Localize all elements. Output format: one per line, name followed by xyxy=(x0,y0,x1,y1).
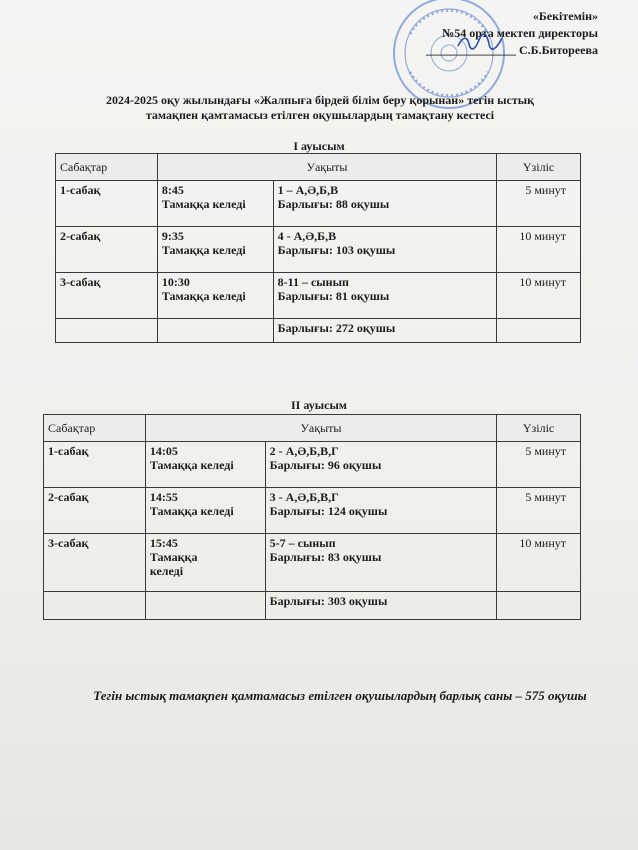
classes-cell xyxy=(265,534,496,592)
break-cell: 5 минут xyxy=(497,181,581,227)
time-cell xyxy=(157,273,273,319)
lesson-cell: 1-сабақ xyxy=(56,181,158,227)
approval-heading: «Бекітемін» xyxy=(532,9,598,23)
time-note: Тамаққа келеді xyxy=(161,243,246,257)
classes-cell xyxy=(273,273,496,319)
shift-2-table xyxy=(43,414,581,620)
total-cell: Барлығы: 303 оқушы xyxy=(265,592,496,620)
time-cell xyxy=(157,181,273,227)
signature-blank: _______________ xyxy=(426,43,516,57)
count-value: Барлығы: 124 оқушы xyxy=(269,504,388,518)
count-value: Барлығы: 88 оқушы xyxy=(277,197,390,211)
classes-value: 3 - А,Ә,Б,В,Г xyxy=(269,490,339,504)
time-value: 10:30 xyxy=(161,275,190,289)
lesson-cell: 2-сабақ xyxy=(44,488,146,534)
time-value: 8:45 xyxy=(161,183,184,197)
table-row xyxy=(56,227,581,273)
signature-icon xyxy=(455,32,505,52)
document-title xyxy=(60,93,580,123)
table-row xyxy=(44,488,581,534)
count-value: Барлығы: 83 оқушы xyxy=(269,550,382,564)
lesson-cell: 3-сабақ xyxy=(56,273,158,319)
title-line-2: тамақпен қамтамасыз етілген оқушылардың тамақтану кестесі xyxy=(145,108,495,122)
time-value: 14:05 xyxy=(149,444,178,458)
time-note: Тамаққа келеді xyxy=(149,504,234,518)
table-row xyxy=(56,273,581,319)
time-note: Тамаққа келеді xyxy=(161,289,246,303)
header-break: Үзіліс xyxy=(497,415,581,442)
classes-cell xyxy=(273,181,496,227)
table-total-row xyxy=(56,319,581,343)
break-cell: 10 минут xyxy=(497,227,581,273)
lesson-cell: 3-сабақ xyxy=(44,534,146,592)
empty-cell xyxy=(145,592,265,620)
time-note: Тамаққа келеді xyxy=(149,458,234,472)
total-cell: Барлығы: 272 оқушы xyxy=(273,319,496,343)
break-cell: 10 минут xyxy=(497,273,581,319)
overall-total: Тегін ыстық тамақпен қамтамасыз етілген оқушылардың барлық саны – 575 оқушы xyxy=(93,688,587,703)
lesson-cell: 2-сабақ xyxy=(56,227,158,273)
time-value: 9:35 xyxy=(161,229,184,243)
count-value: Барлығы: 96 оқушы xyxy=(269,458,382,472)
break-cell: 10 минут xyxy=(497,534,581,592)
empty-cell xyxy=(44,592,146,620)
classes-cell xyxy=(273,227,496,273)
empty-cell xyxy=(56,319,158,343)
table-header-row xyxy=(44,415,581,442)
empty-cell xyxy=(497,592,581,620)
shift-2-title: II ауысым xyxy=(291,398,347,412)
table-row xyxy=(44,534,581,592)
time-note: Тамаққа келеді xyxy=(161,197,246,211)
table-total-row xyxy=(44,592,581,620)
director-name: С.Б.Битореева xyxy=(519,43,598,57)
time-cell xyxy=(145,488,265,534)
table-row xyxy=(56,181,581,227)
table-header-row xyxy=(56,154,581,181)
time-cell xyxy=(145,534,265,592)
classes-cell xyxy=(265,442,496,488)
header-lesson: Сабақтар xyxy=(44,415,146,442)
header-lesson: Сабақтар xyxy=(56,154,158,181)
count-value: Барлығы: 81 оқушы xyxy=(277,289,390,303)
shift-1-table xyxy=(55,153,581,343)
classes-value: 4 - А,Ә,Б,В xyxy=(277,229,337,243)
lesson-cell: 1-сабақ xyxy=(44,442,146,488)
classes-value: 2 - А,Ә,Б,В,Г xyxy=(269,444,339,458)
classes-cell xyxy=(265,488,496,534)
classes-value: 1 – А,Ә,Б,В xyxy=(277,183,339,197)
empty-cell xyxy=(157,319,273,343)
time-cell xyxy=(157,227,273,273)
header-time: Уақыты xyxy=(145,415,496,442)
classes-value: 8-11 – сынып xyxy=(277,275,349,289)
break-cell: 5 минут xyxy=(497,488,581,534)
table-row xyxy=(44,442,581,488)
shift-1-title: I ауысым xyxy=(293,139,345,153)
title-line-1: 2024-2025 оқу жылындағы «Жалпыға бірдей білім беру қорынан» тегін ыстық xyxy=(105,93,534,107)
header-break: Үзіліс xyxy=(497,154,581,181)
break-cell: 5 минут xyxy=(497,442,581,488)
empty-cell xyxy=(497,319,581,343)
approval-position: №54 орта мектеп директоры xyxy=(442,26,598,40)
time-value: 15:45 xyxy=(149,536,178,550)
header-time: Уақыты xyxy=(157,154,496,181)
classes-value: 5-7 – сынып xyxy=(269,536,336,550)
time-cell xyxy=(145,442,265,488)
time-value: 14:55 xyxy=(149,490,178,504)
time-note: Тамаққа келеді xyxy=(149,550,198,578)
count-value: Барлығы: 103 оқушы xyxy=(277,243,396,257)
